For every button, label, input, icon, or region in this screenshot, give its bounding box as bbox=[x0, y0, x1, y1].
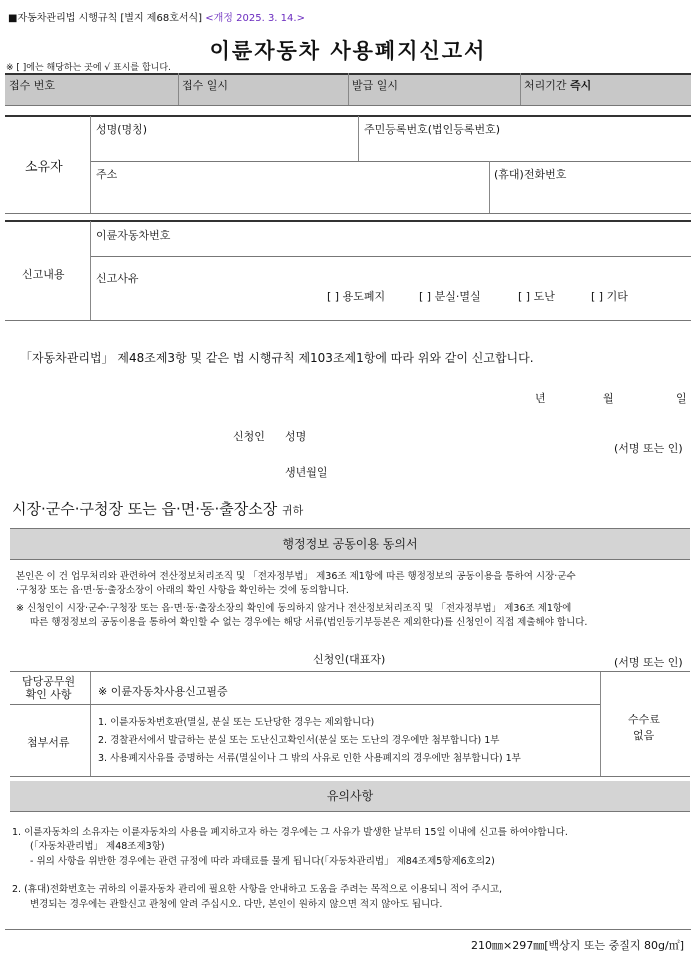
attachment-item-3: 3. 사용폐지사유를 증명하는 서류(멸실이나 그 밖의 사유로 인한 사용폐지의 경우에만 첨부합니다) 1부 bbox=[98, 753, 521, 764]
applicant-label: 신청인 bbox=[233, 430, 265, 443]
notices-heading: 유의사항 bbox=[10, 781, 690, 811]
official-check-label-2: 확인 사항 bbox=[25, 688, 72, 701]
notice-item-1-reference: (「자동차관리법」 제48조제3항) bbox=[30, 841, 165, 852]
processing-period-value: 즉시 bbox=[570, 79, 592, 92]
consent-line-1: 본인은 이 건 업무처리와 관련하여 전산정보처리조직 및 「전자정부법」 제36조 제1항에 따른 행정정보의 공동이용을 통하여 시장·군수 bbox=[16, 571, 576, 582]
notice-item-1-penalty: - 위의 사항을 위반한 경우에는 관련 규정에 따라 과태료를 물게 됩니다(「자동차관리법」 제84조제5항제6호의2) bbox=[30, 856, 495, 867]
report-section-label: 신고내용 bbox=[22, 268, 65, 281]
addressee bbox=[12, 498, 303, 519]
receipt-number-label: 접수 번호 bbox=[9, 79, 56, 92]
owner-name-field[interactable]: 성명(명칭) bbox=[96, 123, 148, 136]
consent-line-3: ※ 신청인이 시장·군수·구청장 또는 읍·면·동·출장소장의 확인에 동의하지 않거나 전산정보처리조직 및 「전자정부법」 제36조 제1항에 bbox=[16, 603, 572, 614]
issue-date-label: 발급 일시 bbox=[352, 79, 399, 92]
attachments-label: 첨부서류 bbox=[27, 736, 70, 749]
processing-period-label: 처리기간 bbox=[524, 79, 567, 92]
reason-option-lost[interactable]: [ ] 분실·멸실 bbox=[419, 290, 481, 303]
form-reference bbox=[8, 9, 305, 24]
consent-applicant-label: 신청인(대표자) bbox=[313, 653, 386, 666]
reason-option-disuse[interactable]: [ ] 용도폐지 bbox=[327, 290, 386, 303]
owner-address-field[interactable]: 주소 bbox=[96, 168, 118, 181]
reason-option-other[interactable]: [ ] 기타 bbox=[591, 290, 628, 303]
official-check-label bbox=[22, 675, 75, 701]
signature-note: (서명 또는 인) bbox=[614, 442, 683, 455]
fee-value: 없음 bbox=[633, 729, 655, 742]
owner-section-label: 소유자 bbox=[25, 160, 63, 175]
addressee-suffix: 귀하 bbox=[282, 504, 304, 517]
notice-item-2: 2. (휴대)전화번호는 귀하의 이륜자동차 관리에 필요한 사항을 안내하고 도움을 주려는 목적으로 이용되니 적어 주시고, bbox=[12, 884, 503, 895]
declaration-statement: 「자동차관리법」 제48조제3항 및 같은 법 시행규칙 제103조제1항에 따라 위와 같이 신고합니다. bbox=[20, 351, 534, 365]
reason-option-stolen[interactable]: [ ] 도난 bbox=[518, 290, 555, 303]
notice-item-2-continued: 변경되는 경우에는 관할신고 관청에 알려 주십시오. 다만, 본인이 원하지 않으면 적지 않아도 됩니다. bbox=[30, 899, 443, 910]
consent-heading: 행정정보 공동이용 동의서 bbox=[10, 529, 690, 559]
official-check-label-1: 담당공무원 bbox=[22, 675, 76, 688]
owner-rrn-field[interactable]: 주민등록번호(법인등록번호) bbox=[364, 123, 501, 136]
vehicle-number-field[interactable]: 이륜자동차번호 bbox=[96, 229, 171, 242]
applicant-name-field[interactable]: 성명 bbox=[285, 430, 307, 443]
owner-phone-field[interactable]: (휴대)전화번호 bbox=[494, 168, 567, 181]
paper-spec-footer: 210㎜×297㎜[백상지 또는 중질지 80g/㎡] bbox=[471, 939, 684, 952]
official-check-item: ※ 이륜자동차사용신고필증 bbox=[98, 685, 228, 698]
consent-line-2: ·구청장 또는 읍·면·동·출장소장이 아래의 확인 사항을 확인하는 것에 동의합니다. bbox=[16, 585, 349, 596]
form-reference-text: ■자동차관리법 시행규칙 [별지 제68호서식] bbox=[8, 13, 203, 24]
consent-signature-note: (서명 또는 인) bbox=[614, 656, 683, 669]
birthdate-field[interactable]: 생년월일 bbox=[285, 466, 328, 479]
consent-line-4: 따른 행정정보의 공동이용을 통하여 확인할 수 없는 경우에는 해당 서류(법인등기부등본은 제외한다)를 신청인이 직접 제출해야 합니다. bbox=[30, 617, 588, 628]
attachment-item-2: 2. 경찰관서에서 발급하는 분실 또는 도난신고확인서(분실 또는 도난의 경우에만 첨부합니다) 1부 bbox=[98, 735, 500, 746]
attachment-item-1: 1. 이륜자동차번호판(멸실, 분실 또는 도난당한 경우는 제외합니다) bbox=[98, 717, 375, 728]
checkbox-note: ※ [ ]에는 해당하는 곳에 √ 표시를 합니다. bbox=[6, 63, 171, 73]
processing-period bbox=[524, 77, 591, 93]
date-month[interactable]: 월 bbox=[603, 392, 614, 405]
date-day[interactable]: 일 bbox=[676, 392, 687, 405]
fee-label: 수수료 bbox=[628, 713, 660, 726]
receipt-date-label: 접수 일시 bbox=[182, 79, 229, 92]
revision-date: <개정 2025. 3. 14.> bbox=[205, 13, 305, 24]
date-year[interactable]: 년 bbox=[535, 392, 546, 405]
addressee-text: 시장·군수·구청장 또는 읍·면·동·출장소장 bbox=[12, 500, 278, 518]
notice-item-1: 1. 이륜자동차의 소유자는 이륜자동차의 사용을 폐지하고자 하는 경우에는 그 사유가 발생한 날부터 15일 이내에 신고를 하여야합니다. bbox=[12, 827, 568, 838]
report-reason-label: 신고사유 bbox=[96, 272, 139, 285]
page-title: 이륜자동차 사용폐지신고서 bbox=[209, 39, 487, 63]
